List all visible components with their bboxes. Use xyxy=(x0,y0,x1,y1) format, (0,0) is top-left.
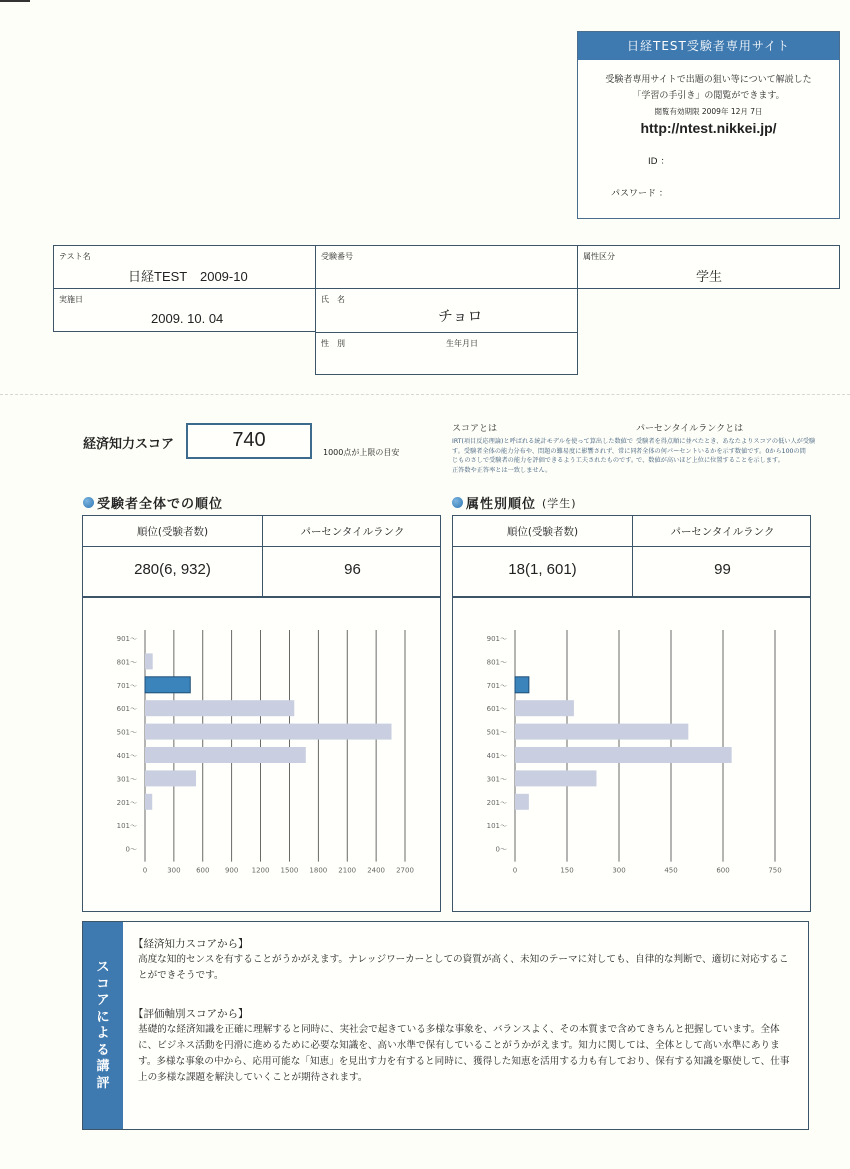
y-category-label: 201～ xyxy=(486,798,507,807)
attribute-cell xyxy=(577,245,840,289)
y-category-label: 201～ xyxy=(116,798,137,807)
scan-corner-mark xyxy=(0,0,30,2)
gender-birth-cell xyxy=(315,332,578,375)
x-tick-label: 150 xyxy=(560,866,574,875)
overall-rank-title-text: 受験者全体での順位 xyxy=(97,497,224,512)
score-explanation-body: IRT(項目反応理論)と呼ばれる統計モデルを使って算出した数値です。受験者全体の能力分布や、問題の難易度に影響されず、常に同じものさしで受験者の能力を評価できるよう工夫されたものです。正答数や正答率とは一致しません。 xyxy=(452,438,638,474)
y-category-label: 101～ xyxy=(116,822,137,831)
comment-side-text: ス コ ア に よ る 講 評 xyxy=(96,960,110,1091)
comment-box xyxy=(82,921,809,1130)
y-category-label: 501～ xyxy=(116,728,137,737)
overall-distribution-chart xyxy=(83,598,439,910)
x-tick-label: 600 xyxy=(716,866,730,875)
attribute-rank-subtitle: (学生) xyxy=(542,496,577,510)
x-tick-label: 1500 xyxy=(280,866,299,875)
comment-section2-text: 基礎的な経済知識を正確に理解すると同時に、実社会で起きている多様な事象を、バランスよく、その本質まで含めてきちんと把握しています。全体に、ビジネス活動を円滑に進めるために必要な知識を、高い水準で保有していることがうかがえます。知力に関しては、全体として高い水準にあります。多様な事象の中から、応用可能な「知恵」を見出す力を有すると同時に、獲得した知恵を活用する力も有しており、保有する知識を駆使して、仕事上の多様な課題を解決していくことが期待されます。 xyxy=(138,1024,790,1083)
bar xyxy=(515,770,596,786)
password-label: パスワード ： xyxy=(611,189,668,199)
comment-section1-text: 高度な知的センスを有することがうかがえます。ナレッジワーカーとしての資質が高く、未知のテーマに対しても、自律的な判断で、適切に対応することができそうです。 xyxy=(138,954,789,981)
y-category-label: 401～ xyxy=(116,752,137,760)
exam-number-cell xyxy=(315,245,578,289)
y-category-label: 801～ xyxy=(116,658,137,667)
y-category-label: 601～ xyxy=(486,705,507,714)
id-label: ID ： xyxy=(648,157,670,167)
y-category-label: 901～ xyxy=(116,635,137,643)
x-tick-label: 1200 xyxy=(251,866,270,875)
score-note: 1000点が上限の目安 xyxy=(323,448,400,457)
y-category-label: 301～ xyxy=(116,775,137,784)
score-explanation-title: スコアとは xyxy=(452,424,498,434)
y-category-label: 301～ xyxy=(486,775,507,784)
x-tick-label: 450 xyxy=(664,866,678,875)
comment-section2-title: 【評価軸別スコアから】 xyxy=(133,1008,249,1020)
y-category-label: 501～ xyxy=(486,728,507,737)
attribute-rank-panel xyxy=(452,515,811,912)
highlight-bar xyxy=(515,677,529,693)
percentile-value: 96 xyxy=(344,561,361,578)
y-category-label: 601～ xyxy=(116,705,137,714)
x-tick-label: 600 xyxy=(196,866,210,875)
bar xyxy=(515,724,688,740)
percentile-explanation-body: 受験者を得点順に並べたとき、あなたよりスコアの低い人が受験者全体の何パーセントいるかを示す数値です。0から100の間で、数値が高いほど上位に位置することを示します。 xyxy=(636,438,816,464)
highlight-bar xyxy=(145,677,190,693)
bar xyxy=(145,724,392,740)
x-tick-label: 900 xyxy=(224,866,239,875)
bar xyxy=(145,770,196,786)
y-category-label: 901～ xyxy=(486,635,507,643)
x-tick-label: 750 xyxy=(768,866,782,875)
y-category-label: 801～ xyxy=(486,658,507,667)
comment-side-label xyxy=(83,922,123,1129)
x-tick-label: 1800 xyxy=(309,866,328,875)
x-tick-label: 2100 xyxy=(338,866,357,875)
x-tick-label: 0 xyxy=(142,866,148,875)
y-category-label: 0～ xyxy=(125,845,137,854)
score-explanation xyxy=(452,421,642,475)
test-name-value: 日経TEST 2009-10 xyxy=(128,269,248,284)
bar xyxy=(145,747,306,763)
site-info-header: 日経TEST受験者専用サイト xyxy=(578,32,839,60)
exam-date-cell xyxy=(53,288,316,332)
test-name-cell xyxy=(53,245,316,289)
bar xyxy=(515,700,574,716)
comment-body xyxy=(133,936,793,1086)
x-tick-label: 300 xyxy=(167,866,181,875)
y-category-label: 0～ xyxy=(495,845,507,854)
attribute-value: 学生 xyxy=(696,269,723,284)
x-tick-label: 2700 xyxy=(396,866,414,875)
bar xyxy=(145,794,152,810)
exam-date-label: 実施日 xyxy=(59,295,83,304)
attribute-rank-title xyxy=(452,493,577,512)
bullet-dot-icon xyxy=(452,497,463,508)
site-url-link[interactable]: http://ntest.nikkei.jp/ xyxy=(640,120,777,136)
percentile-header: パーセンタイルランク xyxy=(670,526,775,538)
name-label: 氏 名 xyxy=(321,295,345,304)
overall-rank-title xyxy=(83,493,223,512)
exam-date-value: 2009. 10. 04 xyxy=(151,311,224,326)
attribute-distribution-chart xyxy=(453,598,809,910)
site-info-line2: 「学習の手引き」の閲覧ができます。 xyxy=(632,91,785,101)
bar xyxy=(515,794,529,810)
attribute-rank-table xyxy=(453,516,810,598)
bar xyxy=(515,747,732,763)
bar xyxy=(145,653,153,669)
gender-label: 性 別 xyxy=(321,339,345,348)
overall-rank-table xyxy=(83,516,440,598)
rank-value: 18(1, 601) xyxy=(508,561,577,578)
rank-header: 順位(受験者数) xyxy=(136,526,209,538)
percentile-header: パーセンタイルランク xyxy=(300,526,405,538)
y-category-label: 701～ xyxy=(486,681,507,690)
attribute-rank-title-text: 属性別順位 xyxy=(466,497,537,512)
score-label: 経済知力スコア xyxy=(83,437,175,452)
rank-header: 順位(受験者数) xyxy=(506,526,579,538)
separator-line xyxy=(0,394,850,395)
test-name-label: テスト名 xyxy=(59,252,91,261)
site-info-line1: 受験者専用サイトで出題の狙い等について解説した xyxy=(605,75,812,85)
y-category-label: 101～ xyxy=(486,822,507,831)
comment-section1-title: 【経済知力スコアから】 xyxy=(133,938,249,950)
name-cell xyxy=(315,288,578,333)
x-tick-label: 2400 xyxy=(367,866,386,875)
attribute-label: 属性区分 xyxy=(583,252,615,261)
percentile-value: 99 xyxy=(714,561,731,578)
name-value: チョロ xyxy=(438,308,483,325)
overall-rank-panel xyxy=(82,515,441,912)
y-category-label: 401～ xyxy=(486,752,507,760)
bullet-dot-icon xyxy=(83,497,94,508)
percentile-explanation-title: パーセンタイルランクとは xyxy=(636,424,744,434)
rank-value: 280(6, 932) xyxy=(134,561,211,578)
birthdate-label: 生年月日 xyxy=(446,339,478,348)
site-info-expiry: 閲覧有効期限 2009年 12月 7日 xyxy=(654,107,763,116)
exam-number-label: 受験番号 xyxy=(321,252,353,261)
percentile-explanation xyxy=(636,421,816,466)
score-value: 740 xyxy=(186,423,312,459)
bar xyxy=(145,700,294,716)
y-category-label: 701～ xyxy=(116,681,137,690)
site-info-box xyxy=(577,31,840,219)
x-tick-label: 300 xyxy=(612,866,626,875)
x-tick-label: 0 xyxy=(512,866,518,875)
